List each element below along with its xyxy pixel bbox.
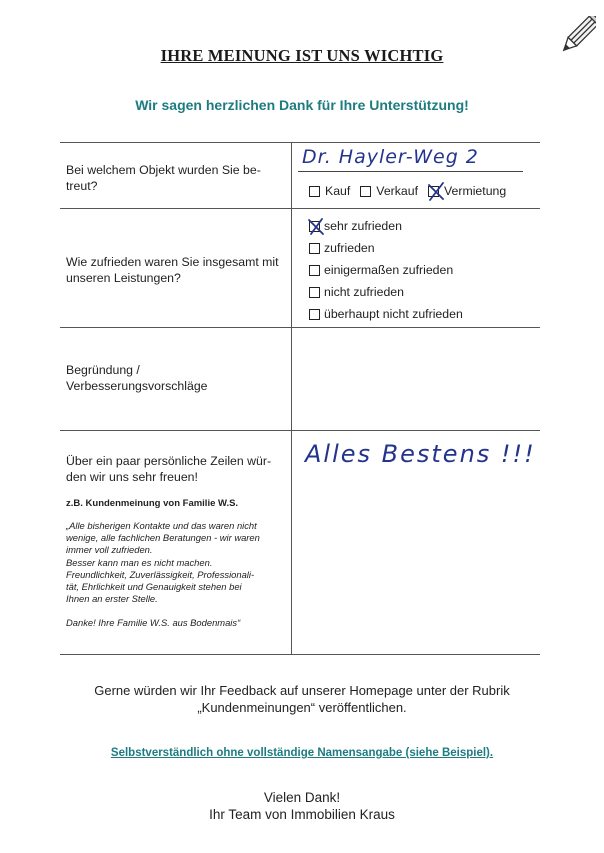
option-zufrieden [309,237,463,259]
example-line: Freundlichkeit, Zuverlässigkeit, Professionali- [66,568,255,580]
checkbox-kauf[interactable] [309,186,320,197]
checkmark-x-icon [426,182,446,202]
table-border-bottom [60,654,540,655]
column-divider [291,142,292,654]
option-ueberhaupt-nicht-zufrieden [309,303,463,325]
option-label: überhaupt nicht zufrieden [324,307,463,321]
option-label-verkauf: Verkauf [376,184,418,198]
checkbox-vermietung[interactable] [428,186,439,197]
option-label: einigermaßen zufrieden [324,263,454,277]
example-line: Ihnen an erster Stelle. [66,593,158,605]
example-line: Besser kann man es nicht machen. [66,556,213,568]
option-label: nicht zufrieden [324,285,404,299]
object-handwritten-answer: Dr. Hayler-Weg 2 [302,146,479,168]
personal-question: Über ein paar persönliche Zeilen wür-den wir uns sehr freuen! [66,454,272,484]
footer-line-2: „Kundenmeinungen“ veröffentlichen. [197,700,407,715]
option-label: zufrieden [324,241,375,255]
object-options [309,184,516,198]
example-line: tät, Ehrlichkeit und Genauigkeit stehen bei [66,581,242,593]
footer-line-1: Gerne würden wir Ihr Feedback auf unserer Homepage unter der Rubrik [94,683,510,698]
page-subtitle: Wir sagen herzlichen Dank für Ihre Unterstützung! [135,97,469,113]
checkbox-zufrieden[interactable] [309,243,320,254]
checkbox-einigermassen-zufrieden[interactable] [309,265,320,276]
page-title: IHRE MEINUNG IST UNS WICHTIG [160,46,444,65]
table-border-top [60,142,540,143]
footer-team: Ihr Team von Immobilien Kraus [209,807,395,822]
option-label-vermietung: Vermietung [444,184,507,198]
option-label-kauf: Kauf [325,184,351,198]
example-heading: z.B. Kundenmeinung von Familie W.S. [66,498,239,509]
example-line: wenige, alle fachlichen Beratungen - wir waren [66,532,260,544]
option-einigermassen-zufrieden [309,259,463,281]
object-answer-underline [298,171,523,172]
satisfaction-question: Wie zufrieden waren Sie insgesamt mit unseren Leistungen? [66,255,279,285]
example-line [66,605,288,617]
checkbox-ueberhaupt-nicht-zufrieden[interactable] [309,309,320,320]
footer-thanks: Vielen Dank! [263,790,341,805]
reason-answer-field[interactable] [295,332,535,426]
checkmark-x-icon [307,217,327,237]
object-question: Bei welchem Objekt wurden Sie be-treut? [66,163,261,193]
row-divider-1 [60,208,540,209]
row-divider-2 [60,327,540,328]
checkbox-nicht-zufrieden[interactable] [309,287,320,298]
example-line: immer voll zufrieden. [66,544,153,556]
satisfaction-options [309,215,463,325]
option-label: sehr zufrieden [324,219,402,233]
personal-handwritten-answer: Alles Bestens !!! [305,440,536,468]
example-line: „Alle bisherigen Kontakte und das waren nicht [66,520,257,531]
checkbox-sehr-zufrieden[interactable] [309,221,320,232]
row-divider-3 [60,430,540,431]
checkbox-verkauf[interactable] [360,186,371,197]
option-sehr-zufrieden [309,215,463,237]
example-line: Danke! Ihre Familie W.S. aus Bodenmais“ [66,617,241,629]
example-quote [66,520,288,630]
footer-link[interactable]: Selbstverständlich ohne vollständige Namensangabe (siehe Beispiel). [110,747,494,759]
option-nicht-zufrieden [309,281,463,303]
reason-label: Begründung / Verbesserungsvorschläge [66,363,208,393]
